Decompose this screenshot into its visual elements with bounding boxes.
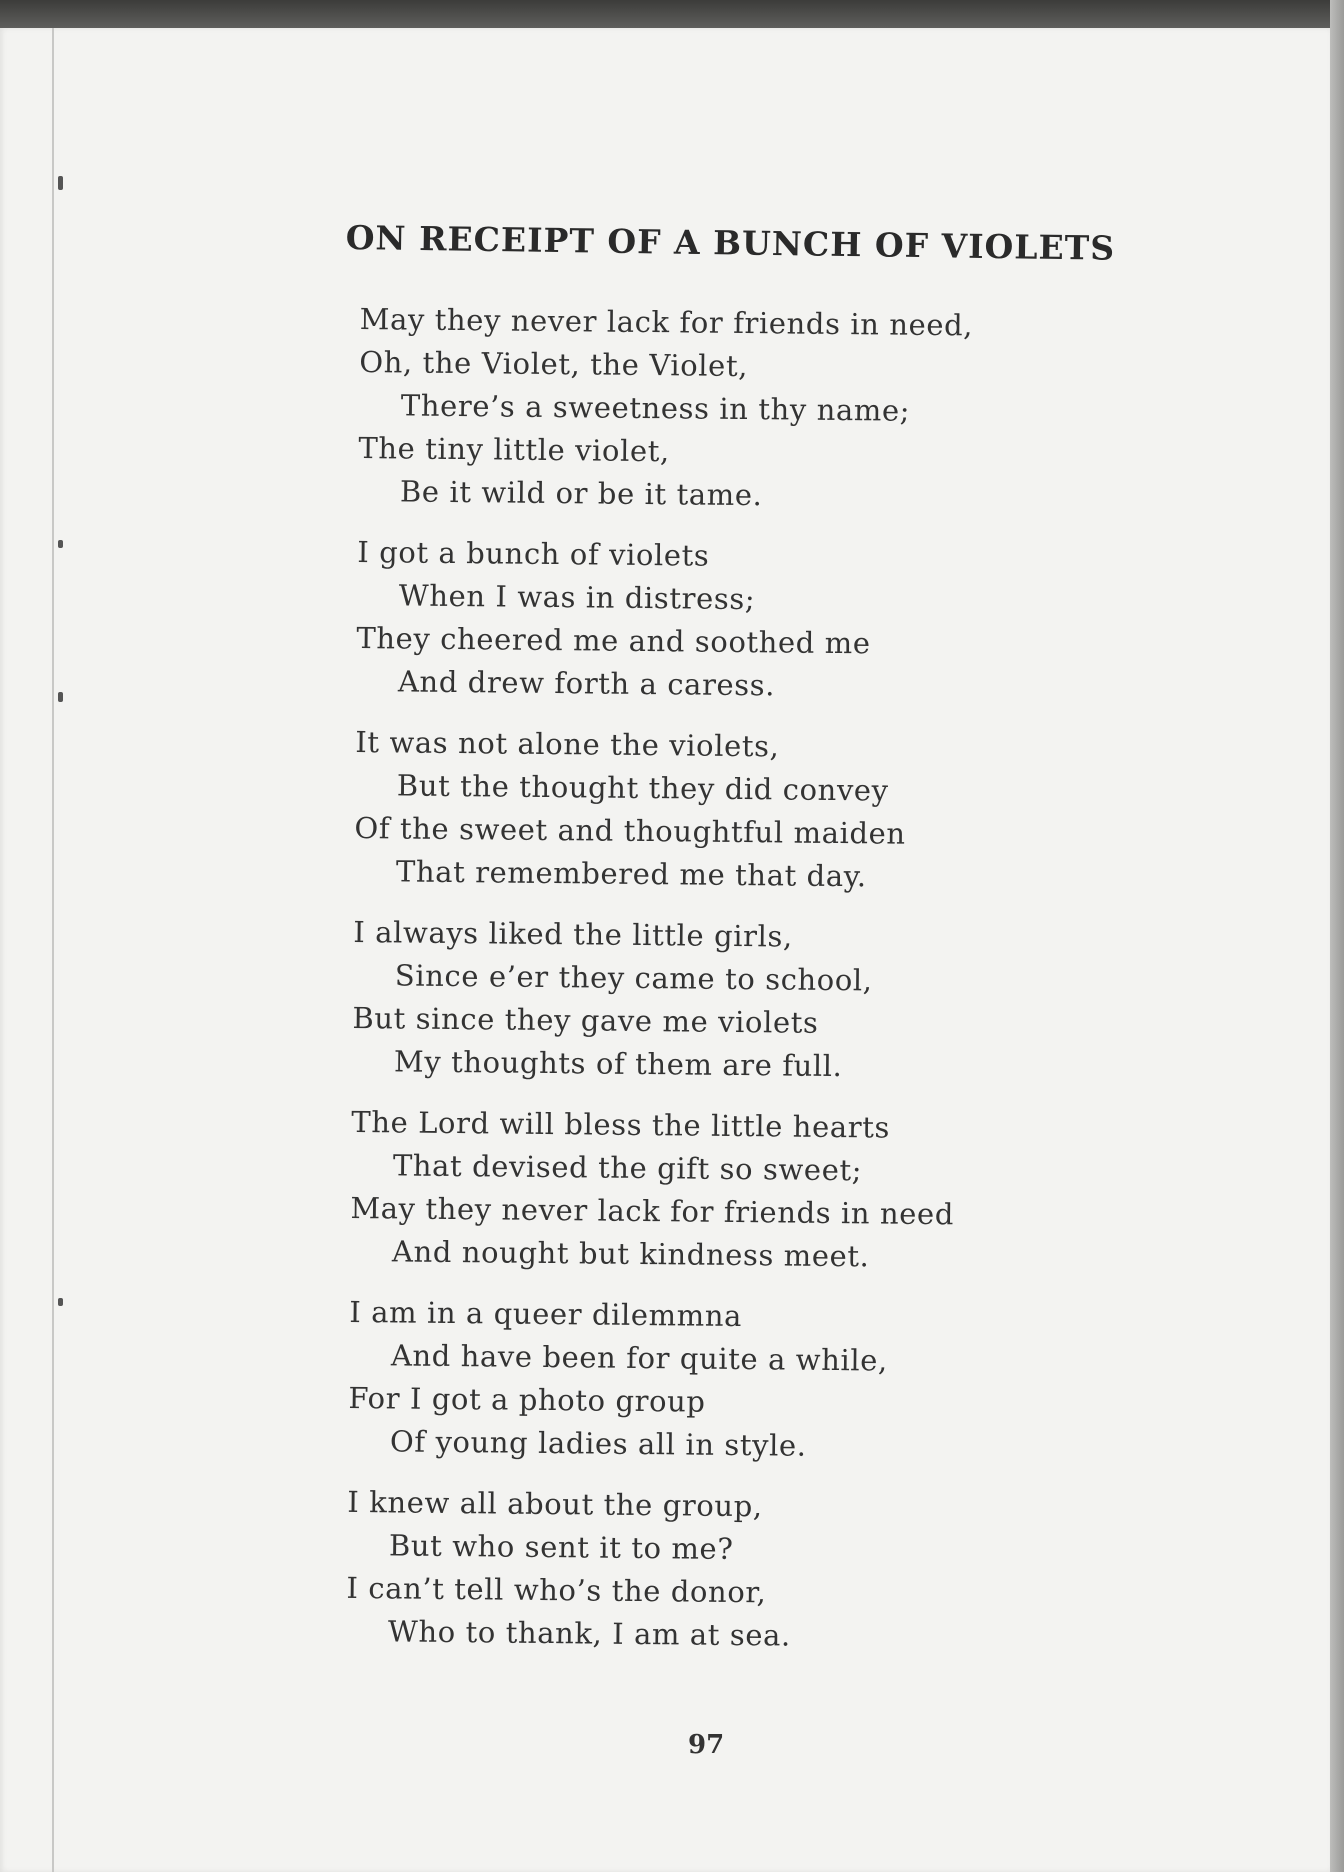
poem-line: But since they gave me violets <box>352 1000 819 1040</box>
poem-line: For I got a photo group <box>348 1380 706 1419</box>
page-number: 97 <box>688 1730 725 1760</box>
stanza <box>356 531 1178 712</box>
poem-line: I got a bunch of violets <box>357 534 710 573</box>
poem-line: May they never lack for friends in need <box>350 1190 955 1232</box>
poem-line: That remembered me that day. <box>395 854 867 894</box>
poem-line: I am in a queer dilemmna <box>349 1294 743 1334</box>
poem-line: Oh, the Violet, the Violet, <box>359 344 749 384</box>
poem-line: And drew forth a caress. <box>397 664 776 703</box>
gutter-mark <box>58 1298 63 1306</box>
stanza <box>346 1481 1168 1662</box>
poem-line: It was not alone the violets, <box>355 724 780 764</box>
gutter-mark <box>58 540 63 548</box>
poem-title: ON RECEIPT OF A BUNCH OF VIOLETS <box>345 218 1116 268</box>
poem-line: I always liked the little girls, <box>353 914 793 954</box>
poem-line: There’s a sweetness in thy name; <box>400 388 911 428</box>
binding-line <box>52 28 54 1872</box>
stanza <box>350 1101 1172 1282</box>
poem-line: They cheered me and soothed me <box>356 620 871 661</box>
poem-line: The Lord will bless the little hearts <box>351 1104 891 1145</box>
poem-line: And nought but kindness meet. <box>391 1234 870 1274</box>
poem-line: Of young ladies all in style. <box>389 1424 807 1463</box>
stanza <box>358 298 1180 522</box>
poem-line: My thoughts of them are full. <box>393 1044 843 1084</box>
poem-line: I knew all about the group, <box>347 1484 763 1524</box>
scan-right-edge <box>1330 0 1344 1872</box>
poem-line: The tiny little violet, <box>358 430 670 469</box>
stanza <box>352 911 1174 1092</box>
poem-line: Since e’er they came to school, <box>394 958 873 998</box>
poem-line: When I was in distress; <box>398 578 756 617</box>
gutter-mark <box>58 692 63 702</box>
poem-line: And have been for quite a while, <box>390 1338 888 1378</box>
poem-line: Who to thank, I am at sea. <box>387 1614 791 1653</box>
poem-line: But who sent it to me? <box>388 1528 734 1566</box>
stanza <box>354 721 1176 902</box>
stanza <box>348 1291 1170 1472</box>
poem-line: That devised the gift so sweet; <box>392 1148 863 1188</box>
poem-line: May they never lack for friends in need, <box>359 301 974 343</box>
poem-line: Be it wild or be it tame. <box>399 474 763 513</box>
poem-line: But the thought they did convey <box>396 768 889 808</box>
poem-line: I can’t tell who’s the donor, <box>346 1570 767 1610</box>
poem-line: Of the sweet and thoughtful maiden <box>354 810 906 851</box>
poem-body <box>346 298 1180 1680</box>
gutter-mark <box>58 176 63 190</box>
